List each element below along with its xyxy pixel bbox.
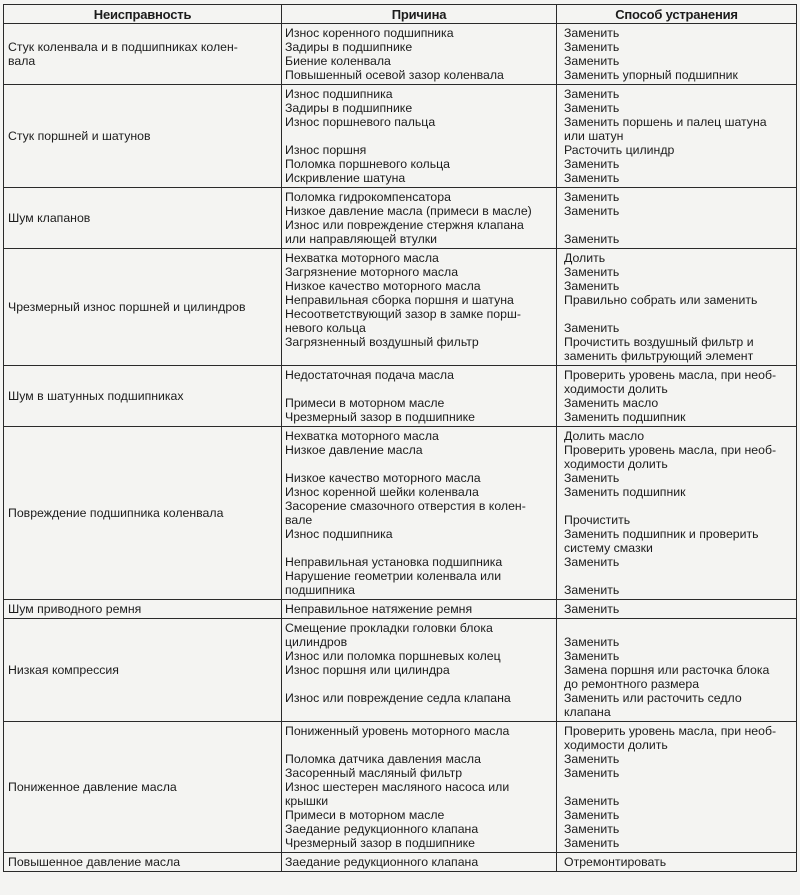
fix-item: Заменить — [564, 471, 620, 485]
fix-item: Заменить — [564, 794, 620, 808]
cause-cell — [282, 427, 557, 600]
fix-item: Правильно собрать или заменить — [564, 293, 758, 307]
fix-item: Заменить — [564, 808, 620, 822]
fix-item: Заменить — [564, 171, 620, 185]
fault-cell — [4, 366, 282, 427]
table-row — [4, 619, 797, 722]
cause-item: Смещение прокладки головки блока — [285, 621, 493, 635]
fix-item: Заменить — [564, 583, 620, 597]
cause-item: Засоренный масляный фильтр — [285, 766, 463, 780]
header-row — [4, 5, 797, 24]
cause-item: вале — [285, 513, 313, 527]
cause-item: Заедание редукционного клапана — [285, 855, 479, 869]
cause-item: Низкое качество моторного масла — [285, 279, 481, 293]
header-fault: Неисправность — [4, 5, 282, 24]
table-body — [4, 24, 797, 872]
cause-item: Износ коренного подшипника — [285, 26, 454, 40]
fix-item: ходимости долить — [564, 738, 668, 752]
fix-item: Заменить упорный подшипник — [564, 68, 738, 82]
cause-item: Износ поршневого пальца — [285, 115, 436, 129]
cause-item: Задиры в подшипнике — [285, 40, 413, 54]
fix-item: Заменить — [564, 602, 620, 616]
cause-item: Неправильная сборка поршня и шатуна — [285, 293, 514, 307]
fault-cell — [4, 853, 282, 872]
cause-item: Поломка поршневого кольца — [285, 157, 451, 171]
fix-cell — [557, 619, 797, 722]
fix-cell — [557, 188, 797, 249]
cause-item: Загрязненный воздушный фильтр — [285, 335, 479, 349]
table-row — [4, 188, 797, 249]
fix-item: Проверить уровень масла, при необ- — [564, 443, 777, 457]
fault-cell — [4, 85, 282, 188]
cause-item: Примеси в моторном масле — [285, 396, 445, 410]
fix-cell — [557, 600, 797, 619]
cause-cell — [282, 619, 557, 722]
table-row — [4, 24, 797, 85]
fix-item: Заменить — [564, 752, 620, 766]
fix-item: Заменить или расточить седло — [564, 691, 742, 705]
cause-item: Заедание редукционного клапана — [285, 822, 479, 836]
fix-item: Заменить — [564, 822, 620, 836]
fix-item: Заменить — [564, 265, 620, 279]
fix-item: клапана — [564, 705, 611, 719]
fix-cell — [557, 366, 797, 427]
fix-item: Заменить — [564, 87, 620, 101]
troubleshooting-table — [3, 4, 797, 872]
fix-item: Долить масло — [564, 429, 645, 443]
fix-item: до ремонтного размера — [564, 677, 700, 691]
fault-cell — [4, 600, 282, 619]
fix-item: Заменить поршень и палец шатуна — [564, 115, 767, 129]
cause-cell — [282, 249, 557, 366]
cause-item: Недостаточная подача масла — [285, 368, 454, 382]
fix-item: Заменить — [564, 26, 620, 40]
fix-item: Заменить — [564, 190, 620, 204]
fix-item: Заменить подшипник и проверить — [564, 527, 759, 541]
table-row — [4, 85, 797, 188]
fault-text: Повреждение подшипника коленвала — [8, 506, 224, 520]
fix-item: Заменить подшипник — [564, 410, 686, 424]
fix-item: Заменить — [564, 40, 620, 54]
cause-item: или направляющей втулки — [285, 232, 438, 246]
cause-item: Задиры в подшипнике — [285, 101, 413, 115]
fix-cell — [557, 427, 797, 600]
fix-item: Заменить — [564, 101, 620, 115]
fix-item: Заменить — [564, 279, 620, 293]
fix-item: Прочистить — [564, 513, 631, 527]
cause-item: Нехватка моторного масла — [285, 251, 439, 265]
fix-item: или шатун — [564, 129, 624, 143]
cause-item: Чрезмерный зазор в подшипнике — [285, 410, 475, 424]
cause-item: Износ или поломка поршневых колец — [285, 649, 501, 663]
cause-item: Низкое качество моторного масла — [285, 471, 481, 485]
cause-item: Искривление шатуна — [285, 171, 406, 185]
cause-item: Поломка датчика давления масла — [285, 752, 481, 766]
table-row — [4, 722, 797, 853]
cause-item: крышки — [285, 794, 329, 808]
troubleshooting-table-container — [3, 4, 796, 872]
cause-cell — [282, 600, 557, 619]
cause-cell — [282, 85, 557, 188]
cause-item: Износ поршня или цилиндра — [285, 663, 450, 677]
cause-item: Загрязнение моторного масла — [285, 265, 459, 279]
cause-item: подшипника — [285, 583, 355, 597]
fix-item: Заменить масло — [564, 396, 659, 410]
fault-cell — [4, 722, 282, 853]
cause-item: Износ подшипника — [285, 527, 393, 541]
cause-item: Низкое давление масла — [285, 443, 423, 457]
cause-item: Износ шестерен масляного насоса или — [285, 780, 510, 794]
cause-item: невого кольца — [285, 321, 366, 335]
table-row — [4, 427, 797, 600]
cause-item: Несоответствующий зазор в замке порш- — [285, 307, 521, 321]
fault-cell — [4, 427, 282, 600]
cause-item: Нарушение геометрии коленвала или — [285, 569, 502, 583]
table-row — [4, 249, 797, 366]
fault-cell — [4, 24, 282, 85]
fault-cell — [4, 188, 282, 249]
fix-cell — [557, 24, 797, 85]
table-row — [4, 366, 797, 427]
fault-cell — [4, 249, 282, 366]
cause-item: Износ или повреждение стержня клапана — [285, 218, 524, 232]
cause-item: Износ подшипника — [285, 87, 393, 101]
cause-item: Чрезмерный зазор в подшипнике — [285, 836, 475, 850]
cause-item: Низкое давление масла (примеси в масле) — [285, 204, 532, 218]
fix-item: Заменить — [564, 649, 620, 663]
fix-cell — [557, 85, 797, 188]
fix-item: Расточить цилиндр — [564, 143, 675, 157]
cause-item: Поломка гидрокомпенсатора — [285, 190, 451, 204]
fix-item: Заменить — [564, 232, 620, 246]
cause-cell — [282, 366, 557, 427]
fix-item: Заменить — [564, 204, 620, 218]
cause-item: Пониженный уровень моторного масла — [285, 724, 510, 738]
fix-item: Заменить — [564, 321, 620, 335]
fault-text: Шум клапанов — [8, 211, 91, 225]
fix-item: Замена поршня или расточка блока — [564, 663, 770, 677]
cause-item: Повышенный осевой зазор коленвала — [285, 68, 504, 82]
fix-item: Прочистить воздушный фильтр и — [564, 335, 754, 349]
fix-item: Заменить — [564, 766, 620, 780]
cause-cell — [282, 722, 557, 853]
fix-item: Заменить — [564, 555, 620, 569]
fault-text: Стук коленвала и в подшипниках колен- — [8, 40, 238, 54]
fix-cell — [557, 722, 797, 853]
cause-item: Биение коленвала — [285, 54, 391, 68]
fix-item: Заменить — [564, 54, 620, 68]
cause-item: цилиндров — [285, 635, 348, 649]
fix-item: систему смазки — [564, 541, 653, 555]
table-row — [4, 853, 797, 872]
fault-text: Шум приводного ремня — [8, 602, 142, 616]
cause-cell — [282, 853, 557, 872]
fault-text: Низкая компрессия — [8, 663, 119, 677]
cause-item: Нехватка моторного масла — [285, 429, 439, 443]
fix-item: Проверить уровень масла, при необ- — [564, 368, 777, 382]
fix-cell — [557, 853, 797, 872]
fix-item: ходимости долить — [564, 382, 668, 396]
cause-item: Примеси в моторном масле — [285, 808, 445, 822]
fix-item: Заменить — [564, 635, 620, 649]
cause-item: Износ поршня — [285, 143, 367, 157]
fault-text: Стук поршней и шатунов — [8, 129, 151, 143]
fix-item: Заменить подшипник — [564, 485, 686, 499]
cause-item: Неправильное натяжение ремня — [285, 602, 473, 616]
fix-item: Проверить уровень масла, при необ- — [564, 724, 777, 738]
cause-item: Засорение смазочного отверстия в колен- — [285, 499, 526, 513]
fix-cell — [557, 249, 797, 366]
fault-text: Пониженное давление масла — [8, 780, 177, 794]
cause-item: Неправильная установка подшипника — [285, 555, 503, 569]
cause-item: Износ или повреждение седла клапана — [285, 691, 511, 705]
fault-text: вала — [8, 54, 36, 68]
cause-cell — [282, 188, 557, 249]
header-fix: Способ устранения — [557, 5, 797, 24]
cause-item: Износ коренной шейки коленвала — [285, 485, 479, 499]
fix-item: ходимости долить — [564, 457, 668, 471]
cause-cell — [282, 24, 557, 85]
table-row — [4, 600, 797, 619]
header-cause: Причина — [282, 5, 557, 24]
fix-item: Заменить — [564, 157, 620, 171]
fault-text: Чрезмерный износ поршней и цилиндров — [8, 300, 246, 314]
fix-item: Долить — [564, 251, 606, 265]
fault-text: Повышенное давление масла — [8, 855, 181, 869]
fix-item: Отремонтировать — [564, 855, 667, 869]
fault-text: Шум в шатунных подшипниках — [8, 389, 184, 403]
fix-item: Заменить — [564, 836, 620, 850]
fix-item: заменить фильтрующий элемент — [564, 349, 754, 363]
fault-cell — [4, 619, 282, 722]
